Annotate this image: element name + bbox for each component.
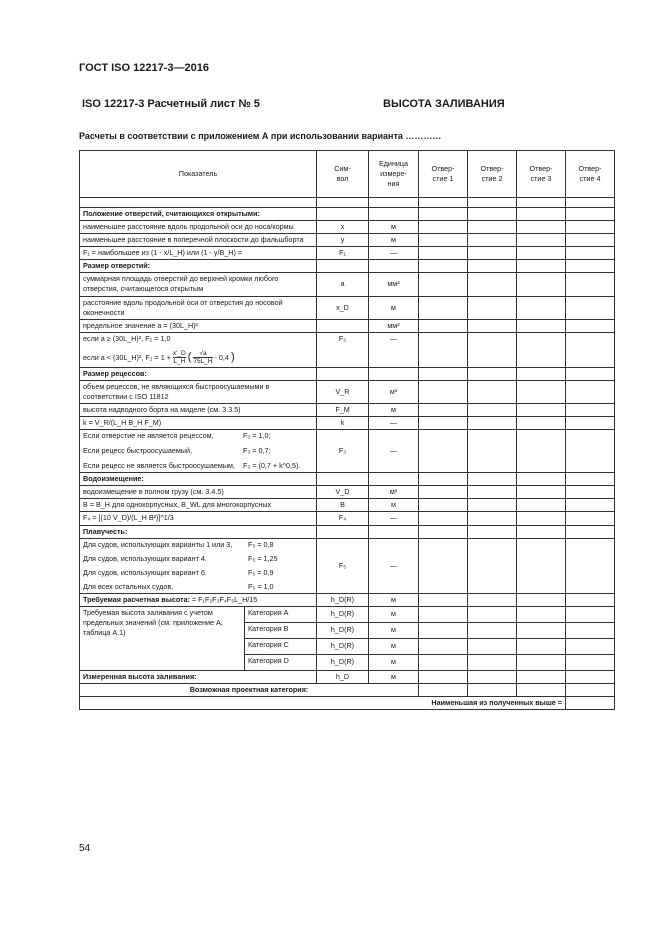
input-cell[interactable] [517, 593, 566, 606]
col-symbol: Сим- вол [317, 151, 369, 198]
f2-condition-2 [83, 350, 313, 366]
input-cell[interactable] [566, 499, 615, 512]
symbol-cell: h_D(R) [317, 655, 369, 671]
input-cell[interactable] [566, 623, 615, 639]
table-row [80, 332, 615, 367]
unit-cell: м [369, 639, 419, 655]
input-cell[interactable] [566, 380, 615, 403]
paren-right: ) [230, 350, 235, 363]
input-cell[interactable] [517, 247, 566, 260]
unit-cell: м [369, 296, 419, 319]
symbol-cell: h_D [317, 671, 369, 684]
input-cell[interactable] [419, 319, 468, 332]
input-cell[interactable] [419, 273, 468, 296]
input-cell[interactable] [517, 429, 566, 472]
table-row [80, 296, 615, 319]
row-label: k = V_R/(L_H B_H F_M) [80, 416, 317, 429]
input-cell[interactable] [468, 380, 517, 403]
f5-line [83, 568, 313, 578]
f5-case: Для судов, использующих вариант 6. [83, 567, 207, 577]
section-row [80, 473, 615, 486]
row-label: суммарная площадь отверстий до верхней кромки любого отверстия, считающегося открытым [80, 273, 317, 296]
table-row [80, 273, 615, 296]
symbol-cell: V_R [317, 380, 369, 403]
input-cell[interactable] [419, 607, 468, 623]
f3-line [83, 461, 313, 471]
unit-cell: — [369, 247, 419, 260]
input-cell[interactable] [517, 684, 566, 697]
symbol-cell: V_D [317, 486, 369, 499]
table-row [80, 538, 615, 593]
input-cell[interactable] [468, 486, 517, 499]
unit-cell: м [369, 234, 419, 247]
symbol-cell: F₅ [317, 538, 369, 593]
input-cell[interactable] [517, 512, 566, 525]
section-title: Размер отверстий: [80, 260, 317, 273]
symbol-cell: a [317, 273, 369, 296]
symbol-cell: F_M [317, 403, 369, 416]
input-cell[interactable] [419, 639, 468, 655]
input-cell[interactable] [419, 499, 468, 512]
f5-value: F₅ = 1,25 [248, 553, 278, 563]
f3-case: Если рецесс не является быстроосушаемым, [83, 461, 235, 471]
input-cell[interactable] [419, 623, 468, 639]
table-row [80, 247, 615, 260]
input-cell[interactable] [468, 593, 517, 606]
symbol-cell: x_D [317, 296, 369, 319]
input-cell[interactable] [566, 655, 615, 671]
input-cell[interactable] [566, 234, 615, 247]
unit-cell: м [369, 403, 419, 416]
col-opening-1: Отвер- стие 1 [419, 151, 468, 198]
input-cell[interactable] [419, 671, 468, 684]
unit-cell: м [369, 671, 419, 684]
f2-prefix: если a < (30L_H)², F₂ = 1 + [83, 352, 171, 362]
input-cell[interactable] [468, 499, 517, 512]
row-label: B = B_H для однокорпусных, B_WL для многокорпусных [80, 499, 317, 512]
input-cell[interactable] [468, 296, 517, 319]
section-row [80, 260, 615, 273]
input-cell[interactable] [566, 416, 615, 429]
input-cell[interactable] [468, 684, 517, 697]
col-opening-3: Отвер- стие 3 [517, 151, 566, 198]
input-cell[interactable] [419, 655, 468, 671]
input-cell[interactable] [517, 234, 566, 247]
input-cell[interactable] [566, 697, 615, 710]
symbol-cell: y [317, 234, 369, 247]
unit-cell: м³ [369, 486, 419, 499]
row-label: предельное значение a = (30L_H)² [80, 319, 317, 332]
symbol-cell: k [317, 416, 369, 429]
input-cell[interactable] [566, 296, 615, 319]
col-unit: Единица измере- ния [369, 151, 419, 198]
section-title: Плавучесть: [80, 525, 317, 538]
table-row [80, 486, 615, 499]
f5-case: Для всех остальных судов, [83, 581, 174, 591]
input-cell[interactable] [566, 486, 615, 499]
table-row [80, 684, 615, 697]
f5-value: F₅ = 0,8 [248, 539, 274, 549]
f5-line [83, 540, 313, 550]
row-label: расстояние вдоль продольной оси от отверстия до носовой оконечности [80, 296, 317, 319]
section-row [80, 525, 615, 538]
section-title: Требуемая расчетная высота: [83, 594, 190, 604]
unit-cell: — [369, 538, 419, 593]
input-cell[interactable] [517, 221, 566, 234]
sqrt-den: 75L_H [193, 358, 213, 366]
required-height-formula: = F₁F₂F₃F₄F₅L_H/15 [191, 594, 258, 604]
unit-cell: — [369, 416, 419, 429]
table-row [80, 671, 615, 684]
table-row [80, 380, 615, 403]
input-cell[interactable] [468, 273, 517, 296]
category-a-label: Категория А [245, 607, 316, 623]
input-cell[interactable] [517, 671, 566, 684]
symbol-cell: F₃ [317, 429, 369, 472]
fraction-den: L_H [173, 358, 186, 366]
symbol-cell: B [317, 499, 369, 512]
f3-line [83, 446, 313, 456]
symbol-cell: F₁ [317, 247, 369, 260]
table-row [80, 234, 615, 247]
page-title: ВЫСОТА ЗАЛИВАНИЯ [383, 98, 505, 110]
input-cell[interactable] [566, 671, 615, 684]
unit-cell: мм² [369, 319, 419, 332]
row-label [80, 538, 317, 593]
table-row [80, 607, 615, 623]
row-label: наименьшее расстояние вдоль продольной оси до носа/кормы [80, 221, 317, 234]
unit-cell: м [369, 593, 419, 606]
col-opening-2: Отвер- стие 2 [468, 151, 517, 198]
table-row [80, 499, 615, 512]
symbol-cell: h_D(R) [317, 623, 369, 639]
symbol-cell: x [317, 221, 369, 234]
input-cell[interactable] [517, 380, 566, 403]
row-label [80, 332, 317, 367]
unit-cell: — [369, 332, 419, 367]
input-cell[interactable] [468, 512, 517, 525]
unit-cell: м³ [369, 380, 419, 403]
unit-cell: м [369, 623, 419, 639]
section-title: Размер рецессов: [80, 367, 317, 380]
category-description: Требуемая высота заливания с учетом предельных значений (см. приложение А, таблица А.1) [83, 608, 223, 638]
f2-condition-1: если a ≥ (30L_H)², F₂ = 1,0 [83, 333, 171, 343]
unit-cell: м [369, 607, 419, 623]
standard-code: ГОСТ ISO 12217-3—2016 [79, 62, 209, 74]
row-label: F₄ = [(10 V_D)/(L_H B²)]^1/3 [80, 512, 317, 525]
f5-line [83, 554, 313, 564]
input-cell[interactable] [468, 607, 517, 623]
input-cell[interactable] [566, 512, 615, 525]
section-title: Положение отверстий, считающихся открытыми: [80, 208, 317, 221]
input-cell[interactable] [517, 639, 566, 655]
sheet-title: ISO 12217-3 Расчетный лист № 5 [82, 98, 260, 110]
unit-cell: мм² [369, 273, 419, 296]
input-cell[interactable] [419, 221, 468, 234]
input-cell[interactable] [419, 429, 468, 472]
table-row [80, 512, 615, 525]
input-cell[interactable] [517, 607, 566, 623]
category-block [80, 607, 316, 670]
input-cell[interactable] [419, 538, 468, 593]
input-cell[interactable] [468, 416, 517, 429]
f3-line [83, 431, 313, 441]
flooding-height-table [79, 150, 615, 710]
section-title: Измеренная высота заливания: [80, 671, 317, 684]
input-cell[interactable] [517, 655, 566, 671]
input-cell[interactable] [566, 332, 615, 367]
symbol-cell: h_D(R) [317, 639, 369, 655]
input-cell[interactable] [566, 273, 615, 296]
input-cell[interactable] [419, 684, 468, 697]
f5-line [83, 582, 313, 592]
f3-value: F₃ = 0,7; [243, 446, 271, 456]
f3-value: F₃ = 1,0; [243, 430, 271, 440]
input-cell[interactable] [468, 247, 517, 260]
section-row [80, 208, 615, 221]
section-title: Водоизмещение: [80, 473, 317, 486]
unit-cell: м [369, 655, 419, 671]
input-cell[interactable] [468, 623, 517, 639]
table-row [80, 593, 615, 606]
unit-cell: — [369, 512, 419, 525]
input-cell[interactable] [566, 247, 615, 260]
input-cell[interactable] [468, 639, 517, 655]
table-row [80, 319, 615, 332]
col-opening-4: Отвер- стие 4 [566, 151, 615, 198]
input-cell[interactable] [517, 416, 566, 429]
input-cell[interactable] [468, 221, 517, 234]
page-number: 54 [79, 843, 91, 854]
symbol-cell: h_D(R) [317, 607, 369, 623]
input-cell[interactable] [566, 221, 615, 234]
input-cell[interactable] [468, 429, 517, 472]
unit-cell: — [369, 429, 419, 472]
table-header-row [80, 151, 615, 198]
input-cell[interactable] [419, 296, 468, 319]
input-cell[interactable] [517, 403, 566, 416]
unit-cell: м [369, 499, 419, 512]
col-indicator: Показатель [80, 151, 317, 198]
f5-case: Для судов, использующих вариант 4. [83, 553, 207, 563]
input-cell[interactable] [419, 416, 468, 429]
row-label: объем рецессов, не являющихся быстроосушаемыми в соответствии с ISO 11812 [80, 380, 317, 403]
table-row [80, 403, 615, 416]
f5-case: Для судов, использующих варианты 1 или 3, [83, 539, 233, 549]
fraction [193, 350, 212, 365]
spacer-row [80, 198, 615, 208]
input-cell[interactable] [468, 671, 517, 684]
input-cell[interactable] [517, 273, 566, 296]
row-label [80, 607, 317, 671]
input-cell[interactable] [517, 296, 566, 319]
input-cell[interactable] [468, 538, 517, 593]
unit-cell: м [369, 221, 419, 234]
input-cell[interactable] [517, 538, 566, 593]
f5-value: F₅ = 0,9 [248, 567, 274, 577]
input-cell[interactable] [468, 234, 517, 247]
f5-value: F₅ = 1,0 [248, 581, 274, 591]
sqrt-num: √a [193, 350, 212, 358]
input-cell[interactable] [517, 319, 566, 332]
input-cell[interactable] [517, 623, 566, 639]
input-cell[interactable] [419, 332, 468, 367]
f3-case: Если отверстие не является рецессом, [83, 430, 214, 440]
symbol-cell: h_D(R) [317, 593, 369, 606]
input-cell[interactable] [517, 486, 566, 499]
table-row [80, 697, 615, 710]
input-cell[interactable] [566, 593, 615, 606]
input-cell[interactable] [566, 538, 615, 593]
input-cell[interactable] [468, 655, 517, 671]
category-d-label: Категория D [248, 656, 289, 665]
input-cell[interactable] [566, 403, 615, 416]
input-cell[interactable] [566, 639, 615, 655]
category-c-label: Категория С [245, 639, 316, 655]
row-label: водоизмещение в полном грузу (см. 3.4.5) [80, 486, 317, 499]
formula-tail: - 0,4 [214, 352, 229, 362]
input-cell[interactable] [566, 429, 615, 472]
table-row [80, 416, 615, 429]
input-cell[interactable] [419, 486, 468, 499]
input-cell[interactable] [566, 607, 615, 623]
row-label [80, 593, 317, 606]
row-label: высота надводного борта на миделе (см. 3.3.5) [80, 403, 317, 416]
input-cell[interactable] [468, 403, 517, 416]
input-cell[interactable] [517, 499, 566, 512]
input-cell[interactable] [468, 332, 517, 367]
symbol-cell: F₂ [317, 332, 369, 367]
f3-case: Если рецесс быстроосушаемый, [83, 446, 192, 456]
input-cell[interactable] [566, 319, 615, 332]
table-row [80, 221, 615, 234]
section-title: Наименьшая из полученных выше = [80, 697, 566, 710]
section-row [80, 367, 615, 380]
subtitle: Расчеты в соответствии с приложением А при использовании варианта ………… [79, 131, 442, 141]
input-cell[interactable] [566, 684, 615, 697]
input-cell[interactable] [517, 332, 566, 367]
input-cell[interactable] [419, 403, 468, 416]
input-cell[interactable] [419, 380, 468, 403]
input-cell[interactable] [419, 234, 468, 247]
input-cell[interactable] [468, 319, 517, 332]
input-cell[interactable] [419, 593, 468, 606]
f3-value: F₃ = (0,7 + k^0,5). [243, 461, 301, 471]
category-list [244, 607, 316, 670]
row-label [80, 429, 317, 472]
input-cell[interactable] [419, 512, 468, 525]
row-label: наименьшее расстояние в поперечной плоскости до фальшборта [80, 234, 317, 247]
category-b-label: Категория В [245, 623, 316, 639]
table-row [80, 429, 615, 472]
section-title: Возможная проектная категория: [80, 684, 419, 697]
fraction-num: x'_D [172, 350, 186, 358]
row-label: F₁ = наибольшее из (1 - x/L_H) или (1 - y/B_H) = [80, 247, 317, 260]
input-cell[interactable] [419, 247, 468, 260]
symbol-cell: F₄ [317, 512, 369, 525]
paren-left: ( [187, 350, 192, 363]
fraction [173, 350, 186, 365]
